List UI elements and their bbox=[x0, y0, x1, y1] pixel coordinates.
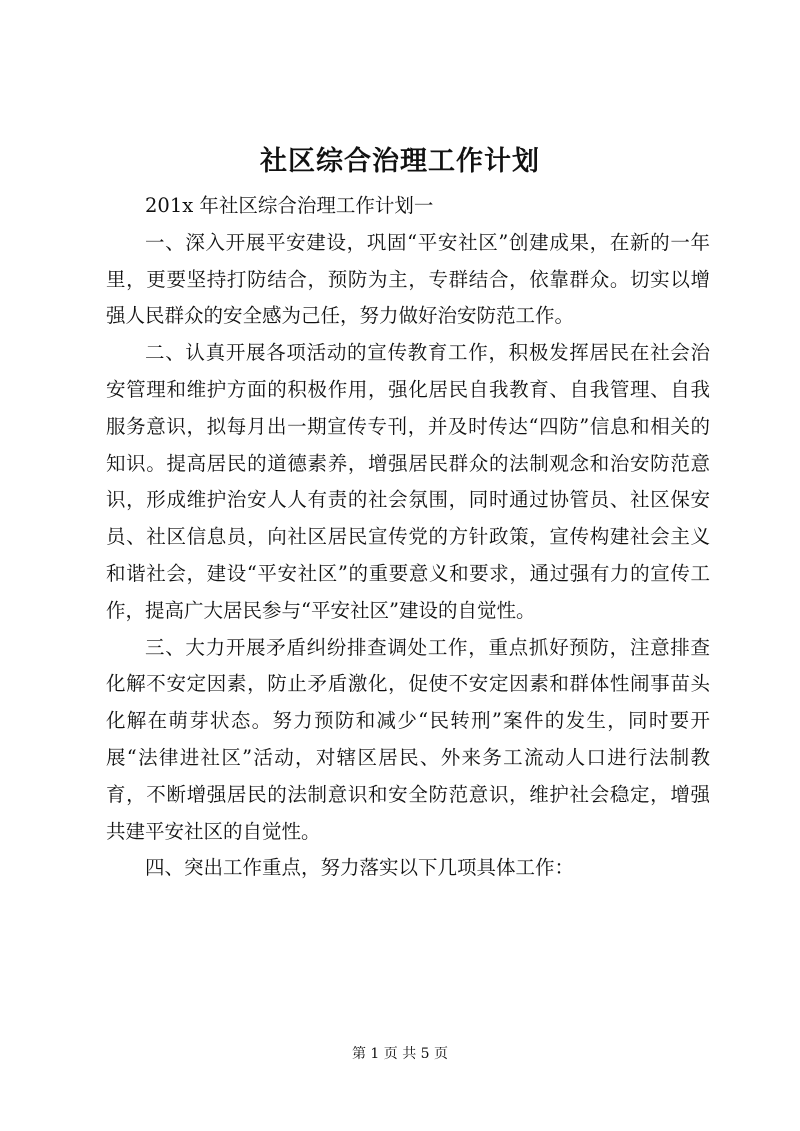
document-body bbox=[106, 188, 710, 887]
paragraph-subtitle: 201x 年社区综合治理工作计划一 bbox=[145, 194, 434, 217]
paragraph-item-1: 一、深入开展平安建设，巩固“平安社区”创建成果，在新的一年里，更要坚持打防结合，预防为主，专群结合，依靠群众。切实以增强人民群众的安全感为己任，努力做好治安防范工作。 bbox=[106, 230, 710, 328]
paragraph-item-3: 三、大力开展矛盾纠纷排查调处工作，重点抓好预防，注意排查化解不安定因素，防止矛盾激化，促使不安定因素和群体性闹事苗头化解在萌芽状态。努力预防和减少“民转刑”案件的发生，同时要开展“法律进社区”活动，对辖区居民、外来务工流动人口进行法制教育，不断增强居民的法制意识和安全防范意识，维护社会稳定，增强共建平安社区的自觉性。 bbox=[106, 635, 710, 843]
paragraph-item-4: 四、突出工作重点，努力落实以下几项具体工作： bbox=[145, 856, 575, 880]
page-title: 社区综合治理工作计划 bbox=[260, 146, 540, 177]
page-number-footer: 第 1 页 共 5 页 bbox=[351, 1046, 449, 1062]
paragraph-item-2: 二、认真开展各项活动的宣传教育工作，积极发挥居民在社会治安管理和维护方面的积极作用，强化居民自我教育、自我管理、自我服务意识，拟每月出一期宣传专刊，并及时传达“四防”信息和相关的知识。提高居民的道德素养，增强居民群众的法制观念和治安防范意识，形成维护治安人人有责的社会氛围，同时通过协管员、社区保安员、社区信息员，向社区居民宣传党的方针政策，宣传构建社会主义和谐社会，建设“平安社区”的重要意义和要求，通过强有力的宣传工作，提高广大居民参与“平安社区”建设的自觉性。 bbox=[106, 341, 710, 622]
